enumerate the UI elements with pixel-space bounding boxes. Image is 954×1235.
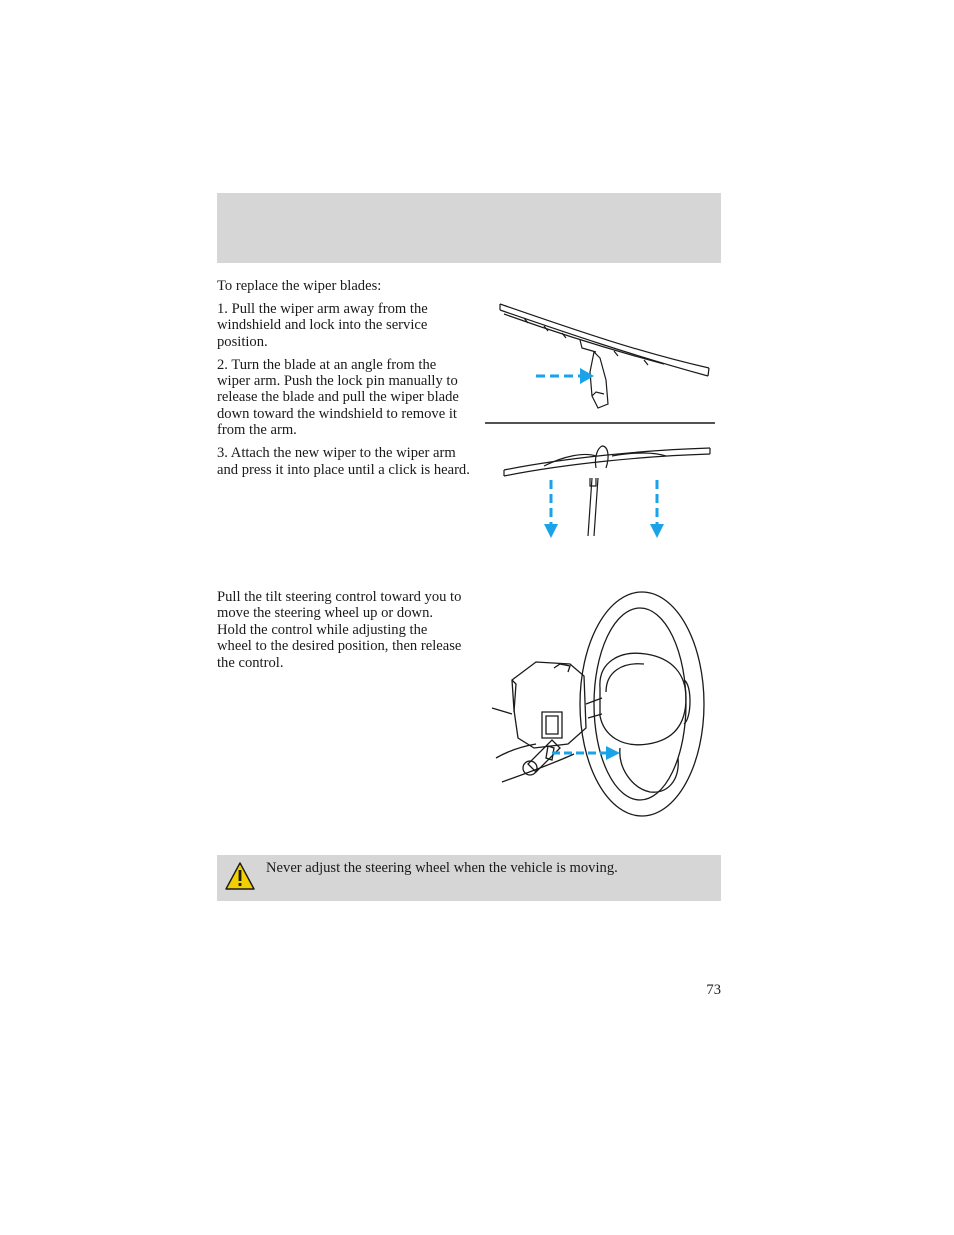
pull-down-arrow-right-icon [650,480,664,538]
warning-text: Never adjust the steering wheel when the vehicle is moving. [266,860,618,876]
wiper-blade-illustration [484,296,716,542]
tilt-steering-text: Pull the tilt steering control toward you to move the steering wheel up or down. Hold the control while adjusting the wheel to the desired position, then release the control. [217,589,462,671]
steering-column [512,662,586,748]
section-header-band [217,193,721,263]
wiper-step-3: 3. Attach the new wiper to the wiper arm and press it into place until a click is heard. [217,445,470,478]
wiper-blade-angled-image [500,304,709,408]
wiper-step-1: 1. Pull the wiper arm away from the windshield and lock into the service position. [217,300,428,350]
push-arrow-icon [536,368,594,384]
steering-wheel-illustration [490,588,712,820]
warning-box [217,855,721,901]
page-number: 73 [706,982,721,998]
tilt-steering-instructions [217,589,465,678]
warning-triangle-icon [225,862,255,890]
airbag-hub [600,653,686,745]
wiper-intro: To replace the wiper blades: [217,278,382,294]
wiper-step-2: 2. Turn the blade at an angle from the wiper arm. Push the lock pin manually to release the blade and pull the wiper blade down toward the windshield to remove it from the arm. [217,356,459,439]
wiper-blade-removal-image [504,446,710,536]
wiper-instructions [217,278,473,484]
pull-down-arrow-left-icon [544,480,558,538]
